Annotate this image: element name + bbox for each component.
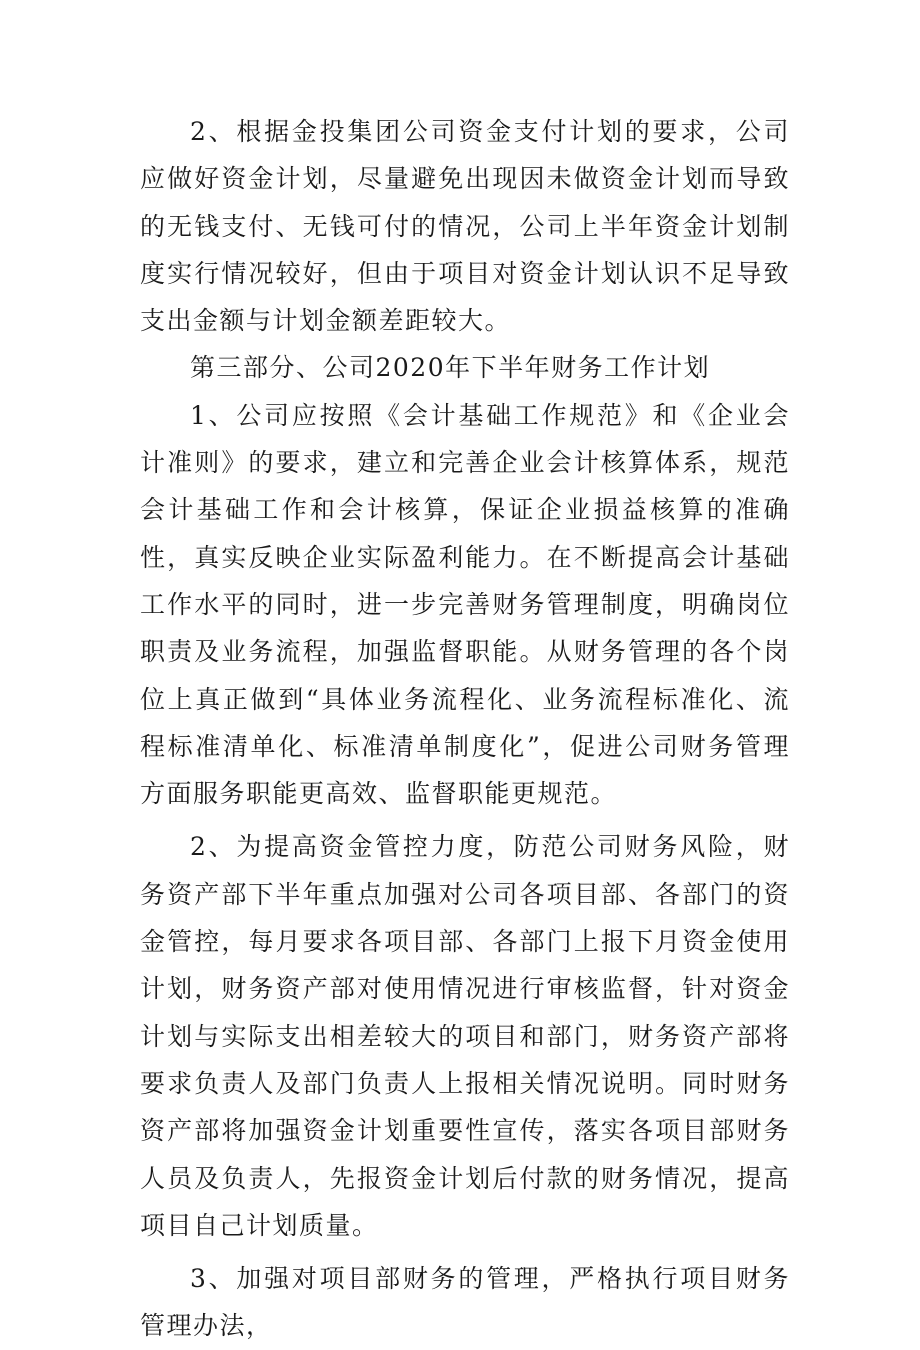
paragraph-project-finance: 3、加强对项目部财务的管理，严格执行项目财务管理办法，	[140, 1264, 790, 1341]
section-heading-part-three: 第三部分、公司2020年下半年财务工作计划	[190, 353, 711, 383]
paragraph-fund-control: 2、为提高资金管控力度，防范公司财务风险，财务资产部下半年重点加强对公司各项目部、各部门的资金管控，每月要求各项目部、各部门上报下月资金使用计划，财务资产部对使用情况进行审核监督，针对资金计划与实际支出相差较大的项目和部门，财务资产部将要求负责人及部门负责人上报相关情况说明。同时财务资产部将加强资金计划重要性宣传，落实各项目部财务人员及负责人，先报资金计划后付款的财务情况，提高项目自己计划质量。	[140, 832, 790, 1240]
paragraph-accounting-standards: 1、公司应按照《会计基础工作规范》和《企业会计准则》的要求，建立和完善企业会计核算体系，规范会计基础工作和会计核算，保证企业损益核算的准确性，真实反映企业实际盈利能力。在不断提高会计基础工作水平的同时，进一步完善财务管理制度，明确岗位职责及业务流程，加强监督职能。从财务管理的各个岗位上真正做到“具体业务流程化、业务流程标准化、流程标准清单化、标准清单制度化”，促进公司财务管理方面服务职能更高效、监督职能更规范。	[140, 400, 790, 809]
paragraph-fund-plan: 2、根据金投集团公司资金支付计划的要求，公司应做好资金计划，尽量避免出现因未做资金计划而导致的无钱支付、无钱可付的情况，公司上半年资金计划制度实行情况较好，但由于项目对资金计划认识不足导致支出金额与计划金额差距较大。	[140, 117, 790, 336]
document-body	[140, 108, 790, 1350]
